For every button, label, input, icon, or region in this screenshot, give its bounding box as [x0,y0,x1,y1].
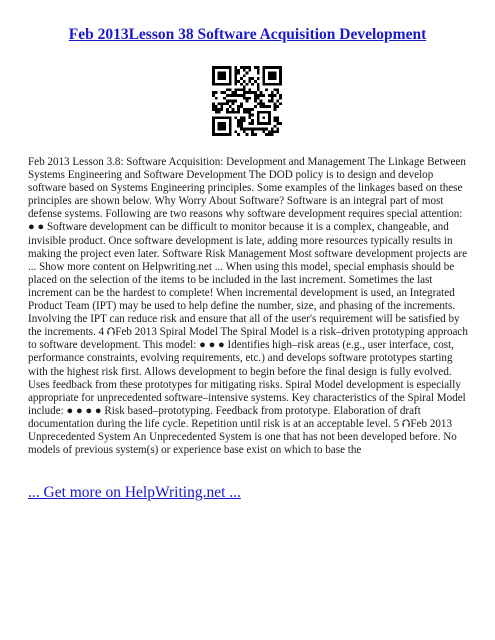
qr-code-icon [212,66,282,136]
get-more-link[interactable]: ... Get more on HelpWriting.net ... [28,484,241,501]
document-body-text: Feb 2013 Lesson 3.8: Software Acquisition: Development and Management The Linkage Between Systems Engineering and Software Development The DOD policy is to design and develop software based on Systems Engineering principles. Some examples of the linkages based on these principles are shown below. Why Worry About Software? Software is an integral part of most defense systems. Following are two reasons why software development requires special attention: ● ● Software development can be difficult to monitor because it is a complex, changeable, and invisible product. Once software development is late, adding more resources typically results in making the project even later. Software Risk Management Most software development projects are ... Show more content on Helpwriting.net ... When using this model, special emphasis should be placed on the selection of the items to be included in the last increment. Sometimes the last increment can be the hardest to complete! When incremental development is used, an Integrated Product Team (IPT) may be used to help define the number, size, and phasing of the increments. Involving the IPT can reduce risk and ensure that all of the user's requirement will be satisfied by the increments. 4 ⮉Feb 2013 Spiral Model The Spiral Model is a risk–driven prototyping approach to software development. This model: ● ● ● Identifies high–risk areas (e.g., user interface, cost, performance constraints, evolving requirements, etc.) and develops software prototypes starting with the highest risk first. Allows development to begin before the final design is fully evolved. Uses feedback from these prototypes for mitigating risks. Spiral Model development is especially appropriate for unprecedented software–intensive systems. Key characteristics of the Spiral Model include: ● ● ● ● Risk based–prototyping. Feedback from prototype. Elaboration of draft documentation during the life cycle. Repetition until risk is at an acceptable level. 5 ⮉Feb 2013 Unprecedented System An Unprecedented System is one that has not been developed before. No models of previous system(s) or experience base exist on which to base the [28,156,468,457]
document-title-link[interactable]: Feb 2013Lesson 38 Software Acquisition Development [68,26,427,43]
